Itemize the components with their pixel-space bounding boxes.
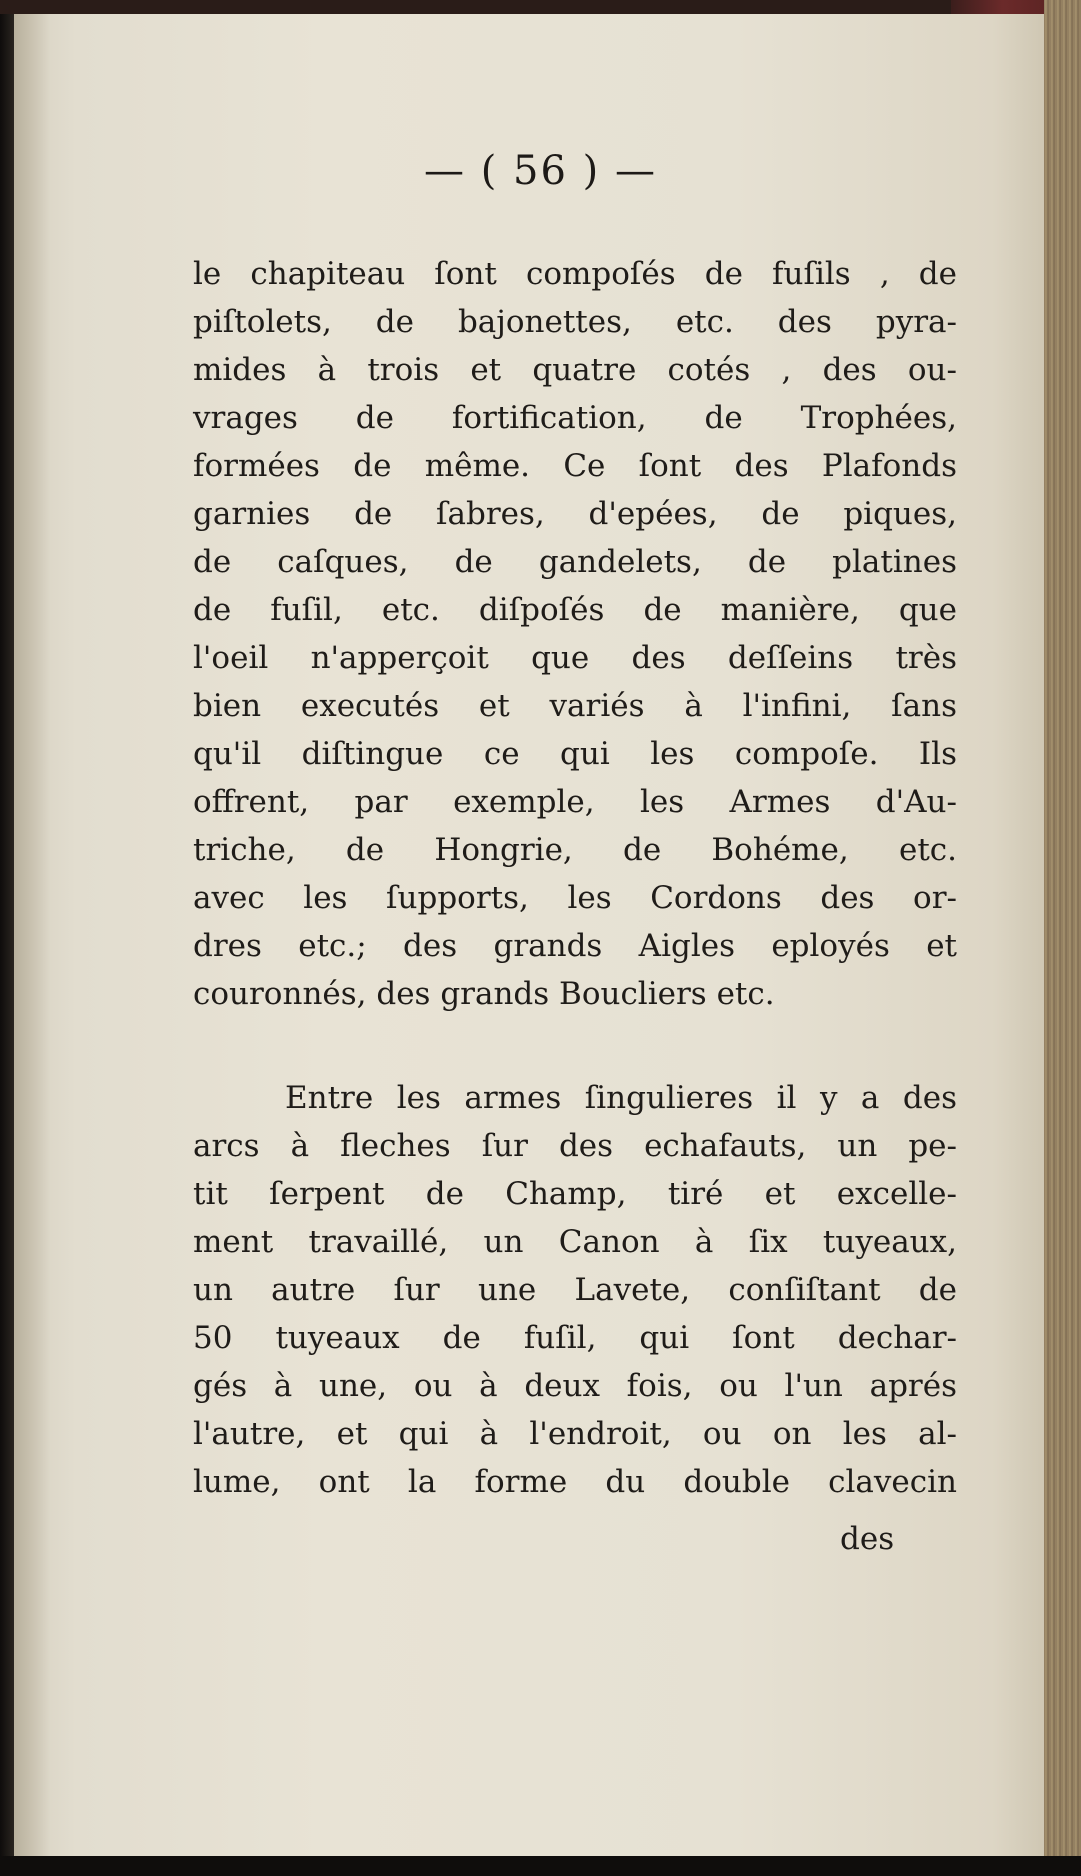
- text-line: tit ſerpent de Champ, tiré et excelle-: [193, 1176, 957, 1212]
- text-line: bien executés et variés à l'infini, ſans: [193, 688, 957, 724]
- text-line: offrent, par exemple, les Armes d'Au-: [193, 784, 957, 820]
- text-line: l'oeil n'apperçoit que des deſſeins très: [193, 640, 957, 676]
- text-line: le chapiteau ſont compoſés de fuſils , de: [193, 256, 957, 292]
- text-line: qu'il diſtingue ce qui les compoſe. Ils: [193, 736, 957, 772]
- top-edge: [0, 0, 1081, 14]
- text-line: piſtolets, de bajonettes, etc. des pyra-: [193, 304, 957, 340]
- text-line: de fuſil, etc. diſpoſés de manière, que: [193, 592, 957, 628]
- text-line: garnies de ſabres, d'epées, de piques,: [193, 496, 957, 532]
- text-line: 50 tuyeaux de fuſil, qui ſont dechar-: [193, 1320, 957, 1356]
- page-fore-edge: [1044, 0, 1081, 1876]
- text-line: avec les ſupports, les Cordons des or-: [193, 880, 957, 916]
- text-line: arcs à fleches ſur des echafauts, un pe-: [193, 1128, 957, 1164]
- text-line: vrages de fortification, de Trophées,: [193, 400, 957, 436]
- page-number: — ( 56 ) —: [424, 148, 657, 194]
- text-line: un autre ſur une Lavete, conſiſtant de: [193, 1272, 957, 1308]
- text-line: ment travaillé, un Canon à ſix tuyeaux,: [193, 1224, 957, 1260]
- bottom-edge: [0, 1856, 1081, 1876]
- text-line: dres etc.; des grands Aigles eployés et: [193, 928, 957, 964]
- text-line: lume, ont la forme du double clavecin: [193, 1464, 957, 1500]
- book-binding: [0, 0, 14, 1876]
- text-line: couronnés, des grands Boucliers etc.: [193, 976, 775, 1012]
- page-gutter-shadow: [14, 14, 50, 1857]
- paragraph-1: [193, 250, 957, 1018]
- text-line: l'autre, et qui à l'endroit, ou on les al-: [193, 1416, 957, 1452]
- text-line: mides à trois et quatre cotés , des ou-: [193, 352, 957, 388]
- paragraph-2: [193, 1074, 957, 1506]
- text-line: formées de même. Ce ſont des Plafonds: [193, 448, 957, 484]
- text-line: triche, de Hongrie, de Bohéme, etc.: [193, 832, 957, 868]
- text-line: de caſques, de gandelets, de platines: [193, 544, 957, 580]
- text-line: Entre les armes ſingulieres il y a des: [285, 1080, 957, 1116]
- catchword: des: [840, 1521, 895, 1557]
- text-line: gés à une, ou à deux fois, ou l'un aprés: [193, 1368, 957, 1404]
